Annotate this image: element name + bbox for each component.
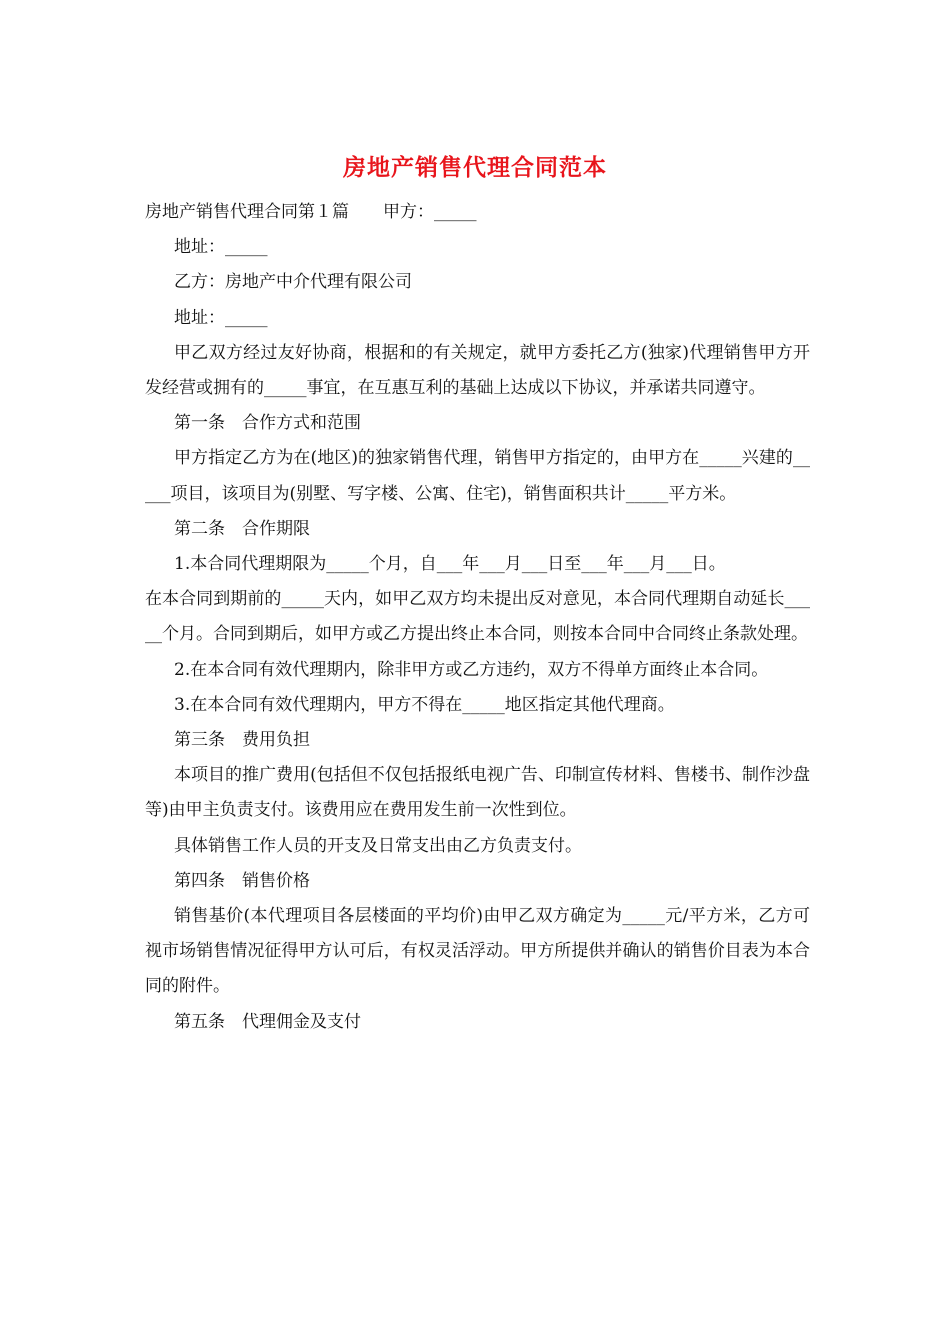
paragraph-article-2-item-3: 3.在本合同有效代理期内，甲方不得在_____地区指定其他代理商。	[174, 694, 675, 715]
paragraph-article-2-extension: 在本合同到期前的_____天内，如甲乙双方均未提出反对意见，本合同代理期自动延长_____个月。合同到期后，如甲方或乙方提出终止本合同，则按本合同中合同终止条款处理。	[145, 589, 810, 645]
heading-article-4: 第四条 销售价格	[174, 870, 310, 891]
paragraph-article-1: 甲方指定乙方为在(地区)的独家销售代理，销售甲方指定的，由甲方在_____兴建的_____项目，该项目为(别墅、写字楼、公寓、住宅)，销售面积共计_____平方米。	[145, 448, 810, 504]
paragraph-party-b: 乙方：房地产中介代理有限公司	[174, 272, 412, 293]
paragraph-party-a: 房地产销售代理合同第１篇 甲方：_____	[145, 202, 477, 222]
heading-article-3: 第三条 费用负担	[174, 730, 310, 751]
paragraph-preamble: 甲乙双方经过友好协商，根据和的有关规定，就甲方委托乙方(独家)代理销售甲方开发经营或拥有的_____事宜，在互惠互利的基础上达成以下协议，并承诺共同遵守。	[145, 342, 810, 399]
heading-article-2: 第二条 合作期限	[174, 518, 310, 539]
paragraph-address-b: 地址：_____	[174, 307, 268, 328]
paragraph-address-a: 地址：_____	[174, 237, 268, 258]
paragraph-article-3-staff: 具体销售工作人员的开支及日常支出由乙方负责支付。	[174, 835, 582, 856]
paragraph-article-2-item-2: 2.在本合同有效代理期内，除非甲方或乙方违约，双方不得单方面终止本合同。	[174, 659, 769, 680]
paragraph-article-2-item-1: 1.本合同代理期限为_____个月，自___年___月___日至___年___月___日。	[174, 554, 726, 575]
paragraph-article-3-promotion: 本项目的推广费用(包括但不仅包括报纸电视广告、印制宣传材料、售楼书、制作沙盘等)由甲主负责支付。该费用应在费用发生前一次性到位。	[145, 765, 810, 821]
heading-article-1: 第一条 合作方式和范围	[174, 413, 361, 434]
heading-article-5: 第五条 代理佣金及支付	[174, 1011, 361, 1032]
paragraph-article-4: 销售基价(本代理项目各层楼面的平均价)由甲乙双方确定为_____元/平方米，乙方可视市场销售情况征得甲方认可后，有权灵活浮动。甲方所提供并确认的销售价目表为本合同的附件。	[145, 906, 810, 997]
document-title: 房地产销售代理合同范本	[343, 155, 607, 181]
document-body	[145, 195, 810, 1040]
